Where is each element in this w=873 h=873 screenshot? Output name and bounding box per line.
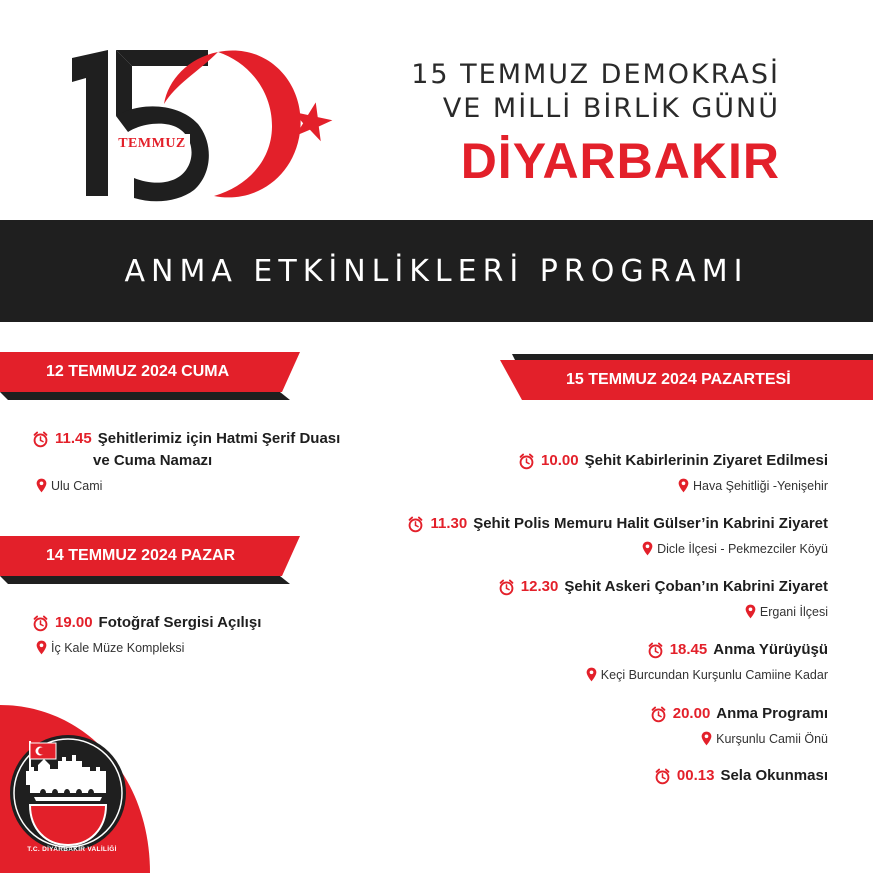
event-location: Ergani İlçesi — [759, 604, 828, 619]
day-1-label: 12 TEMMUZ 2024 CUMA — [46, 363, 230, 380]
banner-title: ANMA ETKİNLİKLERİ PROGRAMI — [124, 253, 749, 289]
header-title-block — [360, 58, 780, 190]
event-location: Hava Şehitliği -Yenişehir — [692, 478, 828, 493]
event-title-cont: ve Cuma Namazı — [93, 452, 213, 469]
alarm-clock-icon — [654, 768, 671, 785]
event-title: Şehit Askeri Çoban’ın Kabrini Ziyaret — [564, 578, 828, 595]
location-pin-icon — [701, 731, 712, 746]
event-title: Fotoğraf Sergisi Açılışı — [98, 614, 262, 631]
event-day3-1 — [518, 450, 828, 493]
alarm-clock-icon — [498, 579, 515, 596]
event-day2-1 — [32, 612, 261, 655]
program-banner — [0, 220, 873, 322]
event-day3-5 — [650, 703, 828, 746]
event-time: 11.30 — [430, 515, 468, 532]
event-day1-1 — [32, 428, 340, 493]
alarm-clock-icon — [518, 453, 535, 470]
event-location: Keçi Burcundan Kurşunlu Camiine Kadar — [600, 667, 828, 682]
event-title: Sela Okunması — [720, 767, 828, 784]
alarm-clock-icon — [32, 431, 49, 448]
event-day3-2 — [407, 513, 828, 556]
header-line-1: 15 TEMMUZ DEMOKRASİ — [411, 59, 780, 90]
event-title: Anma Programı — [716, 705, 828, 722]
event-title: Anma Yürüyüşü — [713, 641, 828, 658]
event-location: Kurşunlu Camii Önü — [716, 731, 828, 746]
event-location: İç Kale Müze Kompleksi — [51, 640, 185, 655]
event-day3-4 — [586, 639, 828, 682]
event-time: 18.45 — [669, 641, 708, 658]
event-time: 12.30 — [520, 578, 559, 595]
alarm-clock-icon — [650, 706, 667, 723]
event-location: Dicle İlçesi - Pekmezciler Köyü — [657, 541, 828, 556]
event-time: 10.00 — [541, 452, 579, 469]
ribbon-day-3 — [500, 354, 873, 408]
ribbon-day-1 — [0, 352, 305, 400]
ribbon-day-2 — [0, 536, 305, 584]
logo-15-temmuz — [68, 44, 338, 204]
location-pin-icon — [36, 478, 47, 493]
location-pin-icon — [745, 604, 756, 619]
event-title: Şehit Kabirlerinin Ziyaret Edilmesi — [584, 452, 828, 469]
alarm-clock-icon — [647, 642, 664, 659]
header-line-2: VE MİLLİ BİRLİK GÜNÜ — [442, 93, 780, 124]
event-time: 19.00 — [55, 614, 93, 631]
logo-temmuz-word: TEMMUZ — [118, 136, 186, 151]
alarm-clock-icon — [32, 615, 49, 632]
alarm-clock-icon — [407, 516, 424, 533]
event-location: Ulu Cami — [51, 478, 103, 493]
day-2-label: 14 TEMMUZ 2024 PAZAR — [46, 547, 236, 564]
event-day3-6 — [654, 765, 828, 787]
event-time: 00.13 — [676, 767, 715, 784]
location-pin-icon — [36, 640, 47, 655]
event-title: Şehit Polis Memuru Halit Gülser’in Kabrini Ziyaret — [473, 515, 828, 532]
location-pin-icon — [678, 478, 689, 493]
event-time: 20.00 — [672, 705, 711, 722]
header-city: DİYARBAKIR — [460, 133, 780, 189]
event-title: Şehitlerimiz için Hatmi Şerif Duası — [97, 430, 341, 447]
location-pin-icon — [586, 667, 597, 682]
day-3-label: 15 TEMMUZ 2024 PAZARTESİ — [566, 371, 791, 388]
location-pin-icon — [642, 541, 653, 556]
event-day3-3 — [498, 576, 828, 619]
event-time: 11.45 — [55, 430, 92, 447]
emblem-text: T.C. DİYARBAKIR VALİLİĞİ — [27, 846, 117, 853]
